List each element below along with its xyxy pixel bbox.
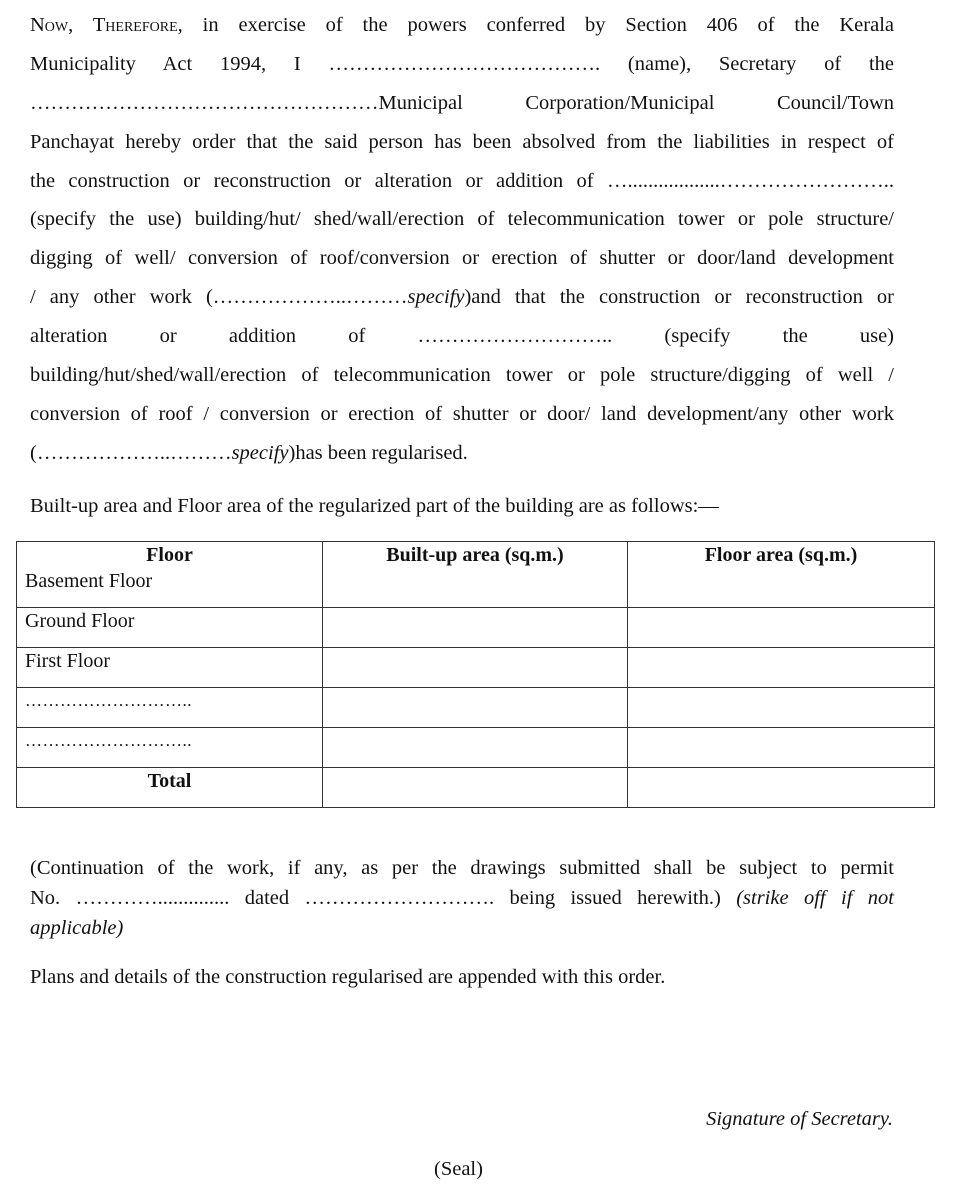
floor-area-cell[interactable] <box>628 688 935 728</box>
order-line-1: Now, Therefore, in exercise of the powers conferred by Section 406 of the Kerala <box>30 14 895 36</box>
header-floor: Floor <box>17 542 323 569</box>
seal-label: (Seal) <box>434 1158 483 1180</box>
order-line-7: digging of well/ conversion of roof/conversion or erection of shutter or door/land development <box>30 247 894 270</box>
floor-name: Ground Floor <box>17 608 323 648</box>
continuation-line-2: No. ………….............. dated ………………………. being issued herewith.) (strike off if not <box>30 887 894 909</box>
builtup-total-cell[interactable] <box>323 768 628 808</box>
floor-name-blank[interactable]: ……………………….. <box>17 688 323 728</box>
order-line-2: Municipality Act 1994, I …………………………………. (name), Secretary of the <box>30 52 894 75</box>
builtup-cell[interactable] <box>323 728 628 768</box>
order-line-3: ……………………………………………Municipal Corporation/Municipal Council/Town <box>30 91 894 114</box>
floor-name: Basement Floor <box>17 568 323 608</box>
plans-statement: Plans and details of the construction regularised are appended with this order. <box>30 966 666 988</box>
table-total-row <box>17 768 935 808</box>
table-row <box>17 728 935 768</box>
table-row <box>17 568 935 608</box>
builtup-cell[interactable] <box>323 608 628 648</box>
total-label: Total <box>17 768 323 808</box>
order-line-5: the construction or reconstruction or alteration or addition of …..................…………………….. <box>30 169 894 192</box>
continuation-note <box>30 853 894 943</box>
builtup-cell[interactable] <box>323 648 628 688</box>
order-line-12: (………………..………specify)has been regularised. <box>30 441 468 464</box>
order-line-8: / any other work (………………..………specify)and that the construction or reconstruction or <box>30 286 895 309</box>
floor-area-cell[interactable] <box>628 728 935 768</box>
order-line-9: alteration or addition of ……………………….. (specify the use) <box>30 325 894 348</box>
order-paragraph <box>30 6 894 473</box>
builtup-cell[interactable] <box>323 568 628 608</box>
floor-name: First Floor <box>17 648 323 688</box>
builtup-cell[interactable] <box>323 688 628 728</box>
continuation-line-1: (Continuation of the work, if any, as per the drawings submitted shall be subject to permit <box>30 857 894 879</box>
floor-area-cell[interactable] <box>628 608 935 648</box>
header-floor-area: Floor area (sq.m.) <box>628 542 935 569</box>
table-row <box>17 688 935 728</box>
table-row <box>17 608 935 648</box>
order-line-10: building/hut/shed/wall/erection of telecommunication tower or pole structure/digging of well / <box>30 364 894 387</box>
floor-area-total-cell[interactable] <box>628 768 935 808</box>
header-builtup-area: Built-up area (sq.m.) <box>323 542 628 569</box>
continuation-line-3: applicable) <box>30 917 124 939</box>
table-row <box>17 648 935 688</box>
builtup-intro: Built-up area and Floor area of the regularized part of the building are as follows:— <box>30 495 719 517</box>
floor-area-cell[interactable] <box>628 648 935 688</box>
order-line-4: Panchayat hereby order that the said person has been absolved from the liabilities in respect of <box>30 130 894 153</box>
order-line-6: (specify the use) building/hut/ shed/wall/erection of telecommunication tower or pole structure/ <box>30 208 894 231</box>
floor-name-blank[interactable]: ……………………….. <box>17 728 323 768</box>
now-therefore: Now, Therefore, <box>30 14 183 36</box>
area-table <box>16 541 935 808</box>
table-header-row <box>17 542 935 569</box>
floor-area-cell[interactable] <box>628 568 935 608</box>
order-line-11: conversion of roof / conversion or erection of shutter or door/ land development/any other work <box>30 402 894 425</box>
signature-of-secretary: Signature of Secretary. <box>706 1108 893 1130</box>
